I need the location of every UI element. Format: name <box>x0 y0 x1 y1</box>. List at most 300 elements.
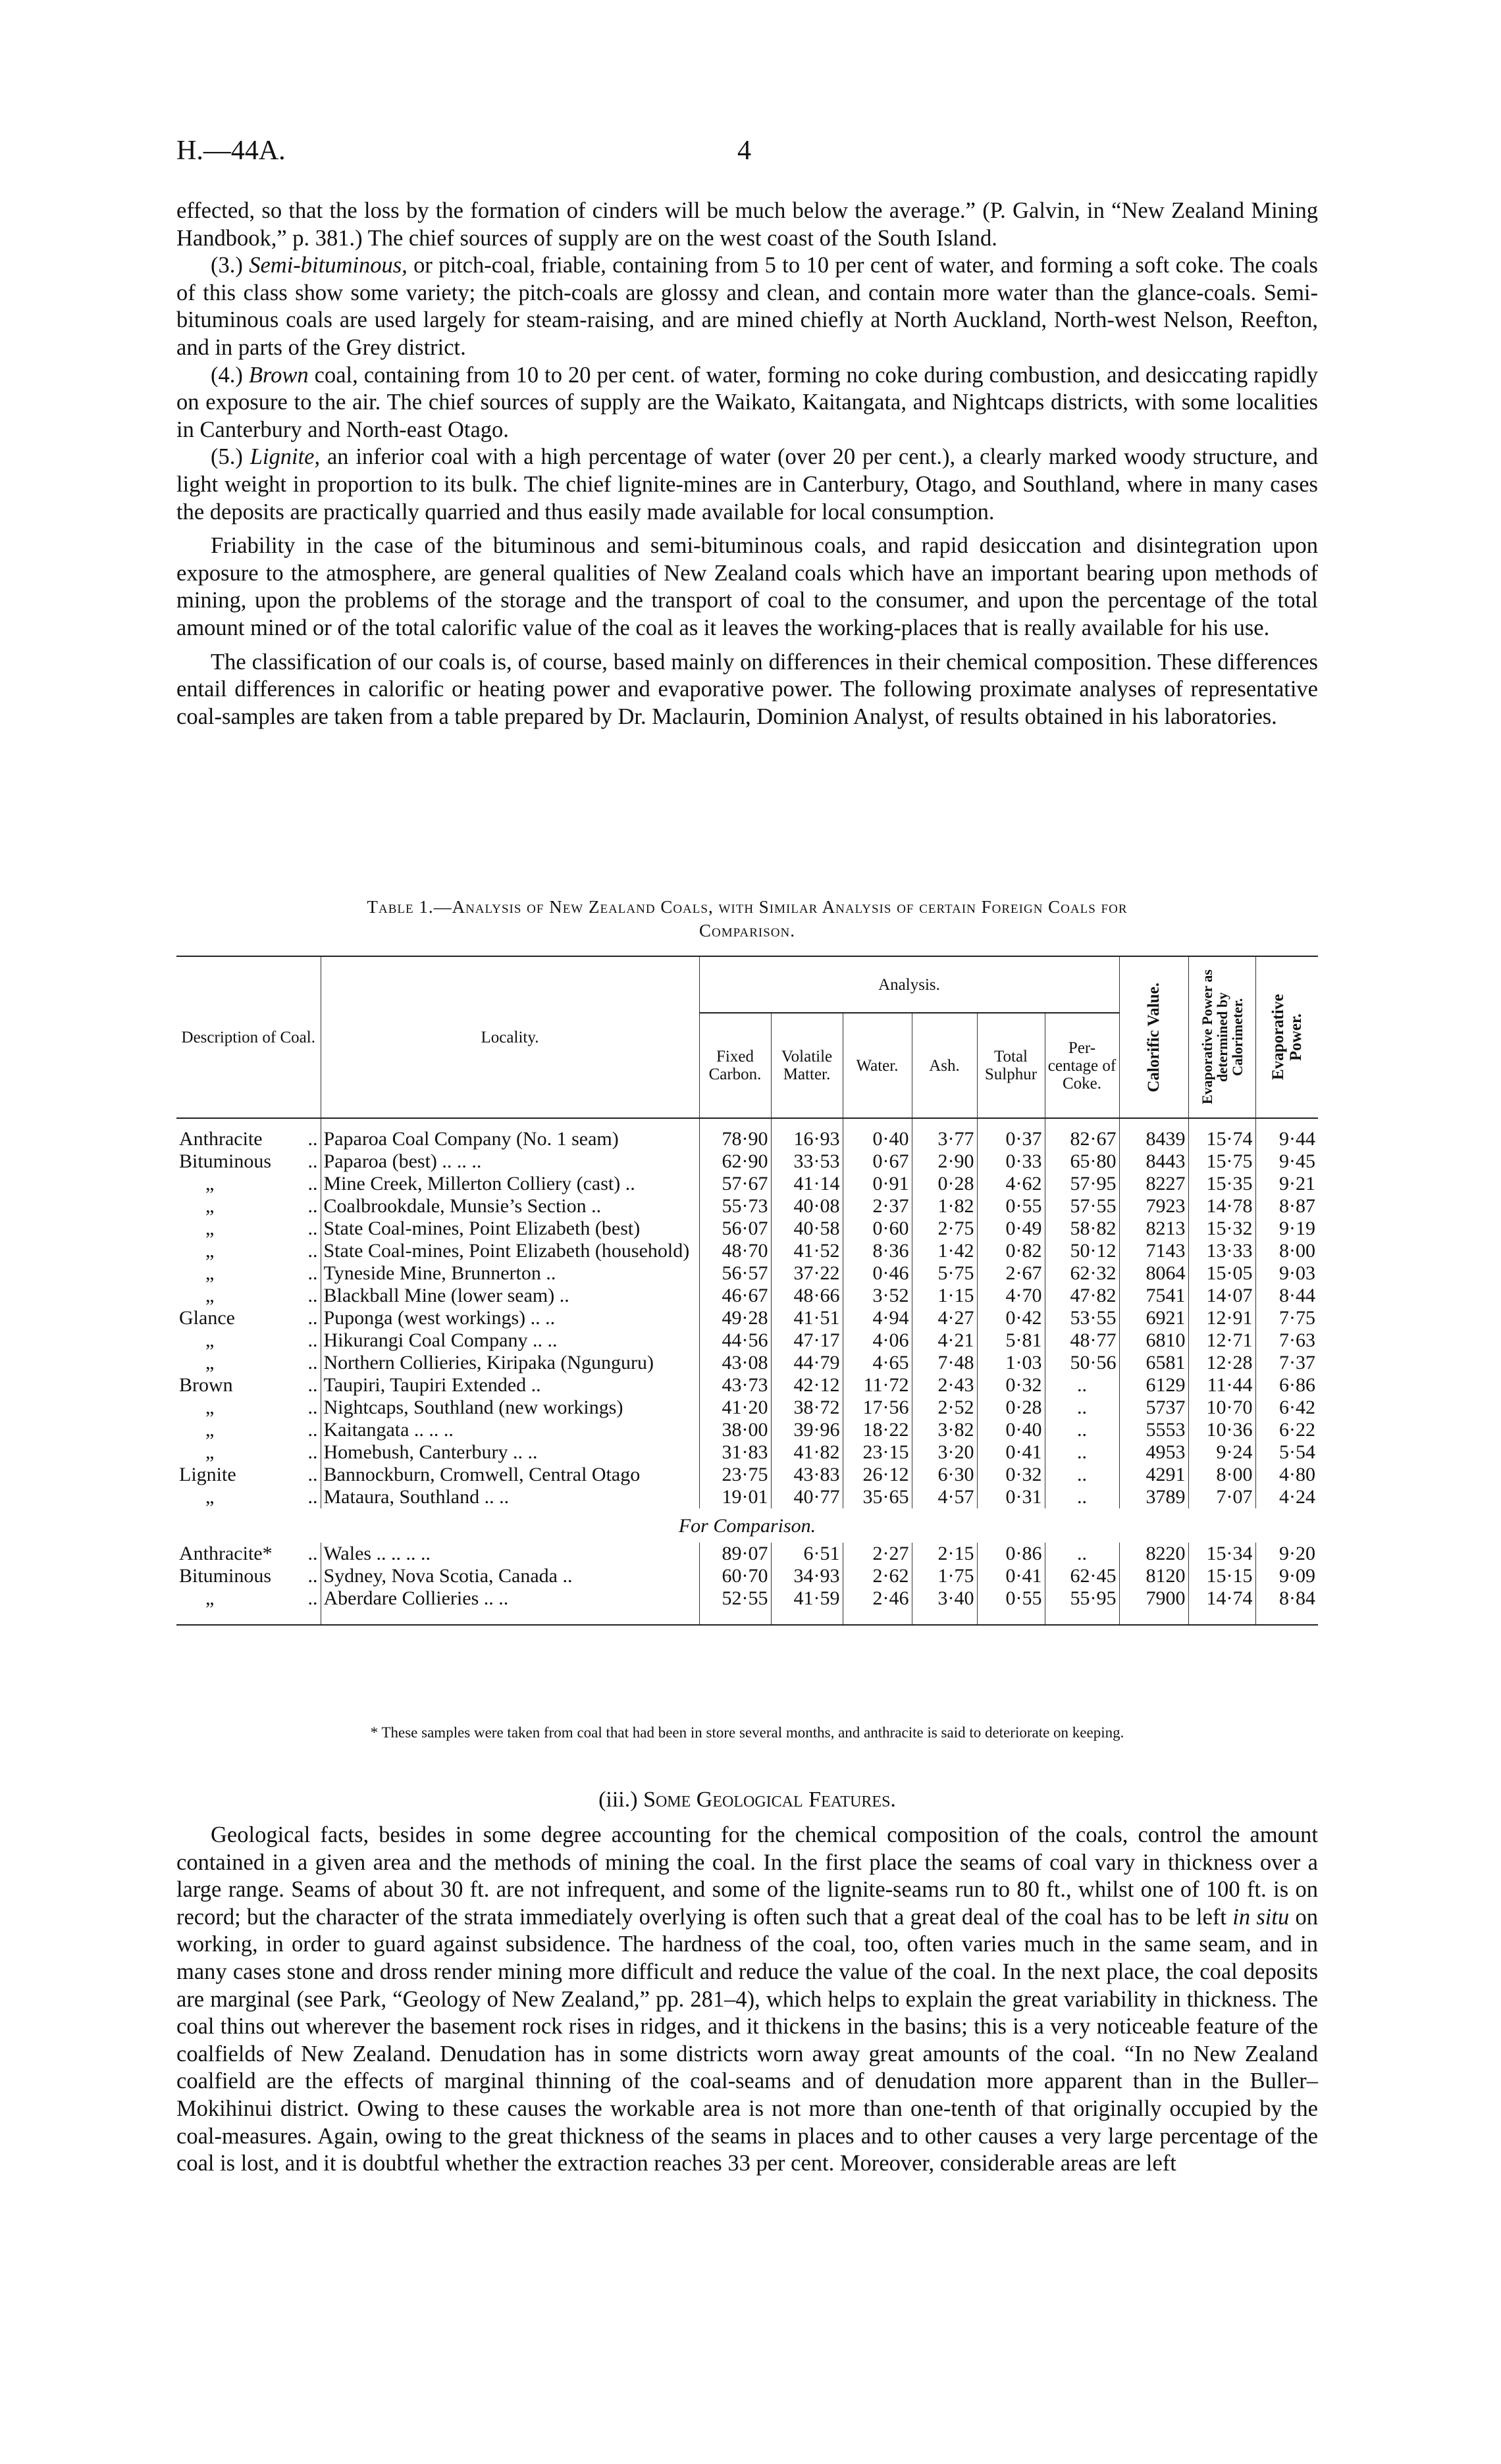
paragraph-body: or pitch-coal, friable, containing from 5 to 10 per cent of water, and forming a soft coke. The coals of this class show some variety; the pitch-coals are glossy and clean, and contain more water than the glance-coals. Semi-bituminous coals are used largely for steam-raising, and are mined chiefly at North Auckland, North-west Nelson, Reefton, and in parts of the Grey district. <box>176 253 1318 360</box>
cell-ash: 3·77 <box>912 1118 977 1150</box>
cell-volatile: 41·59 <box>771 1587 843 1610</box>
leader-dots: .. <box>307 1150 318 1172</box>
cell-locality: Hikurangi Coal Company .. .. <box>321 1329 699 1352</box>
cell-sulphur: 0·41 <box>977 1565 1045 1587</box>
header-evap-text: Evaporative Power. <box>1269 994 1305 1081</box>
cell-evap: 4·80 <box>1255 1464 1318 1486</box>
paragraph-body: Geological facts, besides in some degree accounting for the chemical composition of the coals, control the amount contained in a given area and the methods of mining the coal. In the first place the seams of coal vary in thickness over a large range. Seams of about 30 ft. are not infrequent, and some of the lignite-seams run to 80 ft., whilst one of 100 ft. is on record; but the character of the strata immediately overlying is often such that a great deal of the coal has to be left <box>176 1822 1318 1930</box>
description-text: „ <box>205 1486 215 1508</box>
cell-fixed-carbon: 56·07 <box>699 1218 771 1240</box>
cell-evap: 8·84 <box>1255 1587 1318 1610</box>
cell-calorific: 8120 <box>1119 1565 1188 1587</box>
cell-fixed-carbon: 56·57 <box>699 1262 771 1285</box>
cell-coke: .. <box>1045 1397 1119 1419</box>
paragraph-geology <box>176 1822 1318 2178</box>
header-coke: Per-centage of Coke. <box>1045 1013 1119 1118</box>
cell-coke: .. <box>1045 1374 1119 1397</box>
cell-locality: Kaitangata .. .. .. <box>321 1419 699 1441</box>
table-row <box>176 1285 1318 1307</box>
cell-coke: 62·32 <box>1045 1262 1119 1285</box>
cell-description <box>176 1565 321 1587</box>
cell-locality: Northern Collieries, Kiripaka (Ngunguru) <box>321 1352 699 1374</box>
cell-ash: 4·27 <box>912 1307 977 1329</box>
cell-sulphur: 0·32 <box>977 1464 1045 1486</box>
cell-locality: Tyneside Mine, Brunnerton .. <box>321 1262 699 1285</box>
cell-ash: 1·42 <box>912 1240 977 1262</box>
cell-volatile: 38·72 <box>771 1397 843 1419</box>
cell-ash: 1·15 <box>912 1285 977 1307</box>
section-title: Some Geological Features. <box>643 1787 896 1812</box>
cell-water: 0·60 <box>843 1218 912 1240</box>
cell-ash: 2·75 <box>912 1218 977 1240</box>
cell-description <box>176 1195 321 1218</box>
description-text: Anthracite* <box>179 1543 273 1564</box>
table-end-rule <box>176 1610 1318 1625</box>
table-row <box>176 1195 1318 1218</box>
cell-locality: State Coal-mines, Point Elizabeth (best) <box>321 1218 699 1240</box>
cell-evap-cal: 15·15 <box>1188 1565 1255 1587</box>
cell-sulphur: 0·28 <box>977 1397 1045 1419</box>
cell-calorific: 5737 <box>1119 1397 1188 1419</box>
table-row <box>176 1150 1318 1173</box>
cell-coke: 65·80 <box>1045 1150 1119 1173</box>
cell-evap-cal: 14·74 <box>1188 1587 1255 1610</box>
table-row <box>176 1307 1318 1329</box>
paragraph-lignite <box>176 444 1318 526</box>
coal-analysis-table <box>176 956 1318 1626</box>
cell-fixed-carbon: 23·75 <box>699 1464 771 1486</box>
description-text: „ <box>205 1173 215 1194</box>
header-volatile: Volatile Matter. <box>771 1013 843 1118</box>
description-text: „ <box>205 1397 215 1418</box>
cell-description <box>176 1397 321 1419</box>
cell-fixed-carbon: 57·67 <box>699 1173 771 1195</box>
table-footnote: * These samples were taken from coal that had been in store several months, and anthracite is said to deteriorate on keeping. <box>370 1724 1124 1741</box>
cell-water: 0·91 <box>843 1173 912 1195</box>
header-water: Water. <box>843 1013 912 1118</box>
cell-description <box>176 1218 321 1240</box>
cell-water: 23·15 <box>843 1441 912 1464</box>
cell-evap-cal: 15·35 <box>1188 1173 1255 1195</box>
cell-evap: 7·63 <box>1255 1329 1318 1352</box>
document-code: H.—44A. <box>176 136 286 166</box>
leader-dots: .. <box>307 1285 318 1306</box>
header-analysis: Analysis. <box>699 956 1119 1013</box>
leader-dots: .. <box>307 1307 318 1329</box>
cell-volatile: 40·08 <box>771 1195 843 1218</box>
cell-sulphur: 4·70 <box>977 1285 1045 1307</box>
header-locality: Locality. <box>321 956 699 1118</box>
cell-evap-cal: 11·44 <box>1188 1374 1255 1397</box>
cell-evap-cal: 13·33 <box>1188 1240 1255 1262</box>
header-evap <box>1255 956 1318 1118</box>
cell-fixed-carbon: 78·90 <box>699 1118 771 1150</box>
cell-coke: 58·82 <box>1045 1218 1119 1240</box>
cell-water: 26·12 <box>843 1464 912 1486</box>
cell-water: 0·67 <box>843 1150 912 1173</box>
cell-evap: 9·21 <box>1255 1173 1318 1195</box>
table-row <box>176 1441 1318 1464</box>
cell-sulphur: 0·55 <box>977 1587 1045 1610</box>
table-row <box>176 1486 1318 1508</box>
leader-dots: .. <box>307 1262 318 1284</box>
cell-sulphur: 0·41 <box>977 1441 1045 1464</box>
table-row <box>176 1173 1318 1195</box>
cell-water: 3·52 <box>843 1285 912 1307</box>
cell-ash: 7·48 <box>912 1352 977 1374</box>
cell-fixed-carbon: 89·07 <box>699 1543 771 1565</box>
geology-text <box>176 1822 1318 2178</box>
table-caption-line: Comparison. <box>699 921 795 940</box>
empty-cell <box>771 1610 843 1625</box>
cell-volatile: 41·14 <box>771 1173 843 1195</box>
cell-description <box>176 1262 321 1285</box>
leader-dots: .. <box>307 1587 318 1609</box>
cell-coke: .. <box>1045 1419 1119 1441</box>
cell-water: 35·65 <box>843 1486 912 1508</box>
cell-locality: Mine Creek, Millerton Colliery (cast) .. <box>321 1173 699 1195</box>
cell-evap: 9·44 <box>1255 1118 1318 1150</box>
description-text: Anthracite <box>179 1128 263 1150</box>
cell-calorific: 5553 <box>1119 1419 1188 1441</box>
table-row <box>176 1419 1318 1441</box>
cell-evap: 5·54 <box>1255 1441 1318 1464</box>
cell-ash: 1·82 <box>912 1195 977 1218</box>
cell-evap: 9·09 <box>1255 1565 1318 1587</box>
table-row <box>176 1397 1318 1419</box>
cell-description <box>176 1486 321 1508</box>
cell-evap-cal: 15·05 <box>1188 1262 1255 1285</box>
cell-description <box>176 1307 321 1329</box>
cell-water: 18·22 <box>843 1419 912 1441</box>
cell-ash: 3·40 <box>912 1587 977 1610</box>
cell-water: 0·46 <box>843 1262 912 1285</box>
empty-cell <box>977 1610 1045 1625</box>
page-number: 4 <box>737 136 751 166</box>
cell-fixed-carbon: 38·00 <box>699 1419 771 1441</box>
cell-evap: 9·03 <box>1255 1262 1318 1285</box>
cell-calorific: 8439 <box>1119 1118 1188 1150</box>
cell-calorific: 6810 <box>1119 1329 1188 1352</box>
cell-fixed-carbon: 55·73 <box>699 1195 771 1218</box>
cell-volatile: 40·58 <box>771 1218 843 1240</box>
cell-sulphur: 4·62 <box>977 1173 1045 1195</box>
paragraph-body: on working, in order to guard against subsidence. The hardness of the coal, too, often varies much in the same seam, and in many cases stone and dross render mining more difficult and reduce the value of the coal. In the next place, the coal deposits are marginal (see Park, “Geology of New Zealand,” pp. 281–4), which helps to explain the great variability in thickness. The coal thins out wherever the basement rock rises in ridges, and it thickens in the basins; this is a very noticeable feature of the coalfields of New Zealand. Denudation has in some districts worn away great amounts of the coal. “In no New Zealand coalfield are the effects of marginal thinning of the coal-seams and of denudation more apparent than in the Buller–Mokihinui district. Owing to these causes the workable area is not more than one-tenth of that originally occupied by the coal-measures. Again, owing to the great thickness of the seams in places and to other causes a very large percentage of the coal is lost, and it is doubtful whether the extraction reaches 33 per cent. Moreover, considerable areas are left <box>176 1904 1318 2176</box>
table-row <box>176 1565 1318 1587</box>
cell-calorific: 8227 <box>1119 1173 1188 1195</box>
leader-dots: .. <box>307 1329 318 1351</box>
description-text: „ <box>205 1441 215 1463</box>
empty-cell <box>1119 1610 1188 1625</box>
cell-locality: Mataura, Southland .. .. <box>321 1486 699 1508</box>
paragraph-brown <box>176 362 1318 444</box>
cell-sulphur: 0·42 <box>977 1307 1045 1329</box>
description-text: „ <box>205 1218 215 1239</box>
cell-locality: Bannockburn, Cromwell, Central Otago <box>321 1464 699 1486</box>
cell-locality: Homebush, Canterbury .. .. <box>321 1441 699 1464</box>
cell-volatile: 41·52 <box>771 1240 843 1262</box>
cell-volatile: 41·82 <box>771 1441 843 1464</box>
cell-calorific: 6581 <box>1119 1352 1188 1374</box>
cell-sulphur: 1·03 <box>977 1352 1045 1374</box>
cell-sulphur: 0·49 <box>977 1218 1045 1240</box>
cell-ash: 6·30 <box>912 1464 977 1486</box>
table-row <box>176 1587 1318 1610</box>
cell-calorific: 6921 <box>1119 1307 1188 1329</box>
comparison-label: For Comparison. <box>678 1515 816 1537</box>
table-body <box>176 1118 1318 1625</box>
table-row <box>176 1118 1318 1150</box>
leader-dots: .. <box>307 1441 318 1463</box>
cell-description <box>176 1119 321 1150</box>
cell-evap-cal: 15·34 <box>1188 1543 1255 1565</box>
paragraph-friability: Friability in the case of the bituminous and semi-bituminous coals, and rapid desiccation and disintegration upon exposure to the atmosphere, are general qualities of New Zealand coals which have an important bearing upon methods of mining, upon the problems of the storage and the transport of coal to the consumer, and upon the percentage of the total amount mined or of the total calorific value of the coal as it leaves the working-places that is really available for his use. <box>176 533 1318 640</box>
cell-evap-cal: 8·00 <box>1188 1464 1255 1486</box>
paragraph-continuation: effected, so that the loss by the formation of cinders will be much below the average.” (P. Galvin, in “New Zealand Mining Handbook,” p. 381.) The chief sources of supply are on the west coast of the South Island. <box>176 198 1318 251</box>
cell-volatile: 34·93 <box>771 1565 843 1587</box>
cell-description <box>176 1329 321 1352</box>
table-row <box>176 1374 1318 1397</box>
cell-coke: 82·67 <box>1045 1118 1119 1150</box>
cell-ash: 3·82 <box>912 1419 977 1441</box>
cell-ash: 4·57 <box>912 1486 977 1508</box>
cell-evap-cal: 10·36 <box>1188 1419 1255 1441</box>
cell-description <box>176 1352 321 1374</box>
cell-water: 11·72 <box>843 1374 912 1397</box>
cell-locality: Blackball Mine (lower seam) .. <box>321 1285 699 1307</box>
cell-calorific: 6129 <box>1119 1374 1188 1397</box>
leader-dots: .. <box>307 1374 318 1396</box>
table-row <box>176 1329 1318 1352</box>
cell-volatile: 33·53 <box>771 1150 843 1173</box>
cell-locality: Nightcaps, Southland (new workings) <box>321 1397 699 1419</box>
cell-locality: Paparoa Coal Company (No. 1 seam) <box>321 1118 699 1150</box>
cell-evap: 6·22 <box>1255 1419 1318 1441</box>
description-text: Bituminous <box>179 1565 272 1587</box>
leader-dots: .. <box>307 1218 318 1239</box>
paragraph-semi-bituminous <box>176 252 1318 361</box>
leader-dots: .. <box>307 1464 318 1485</box>
term: Lignite, <box>250 444 321 470</box>
description-text: „ <box>205 1419 215 1441</box>
cell-volatile: 47·17 <box>771 1329 843 1352</box>
empty-cell <box>321 1610 699 1625</box>
term: in situ <box>1232 1904 1290 1930</box>
description-text: „ <box>205 1240 215 1262</box>
term: Brown <box>248 362 309 388</box>
cell-coke: 57·55 <box>1045 1195 1119 1218</box>
cell-sulphur: 5·81 <box>977 1329 1045 1352</box>
description-text: „ <box>205 1329 215 1351</box>
header-fixed-carbon: Fixed Carbon. <box>699 1013 771 1118</box>
paragraph-classification: The classification of our coals is, of course, based mainly on differences in their chemical composition. These differences entail differences in calorific or heating power and evaporative power. The following proximate analyses of representative coal-samples are taken from a table prepared by Dr. Maclaurin, Dominion Analyst, of results obtained in his laboratories. <box>176 649 1318 729</box>
cell-volatile: 40·77 <box>771 1486 843 1508</box>
cell-coke: 62·45 <box>1045 1565 1119 1587</box>
cell-evap: 9·19 <box>1255 1218 1318 1240</box>
cell-water: 2·37 <box>843 1195 912 1218</box>
empty-cell <box>843 1610 912 1625</box>
cell-locality: Wales .. .. .. .. <box>321 1543 699 1565</box>
cell-description <box>176 1150 321 1173</box>
cell-evap: 7·75 <box>1255 1307 1318 1329</box>
cell-locality: Sydney, Nova Scotia, Canada .. <box>321 1565 699 1587</box>
cell-coke: 50·12 <box>1045 1240 1119 1262</box>
cell-evap-cal: 12·91 <box>1188 1307 1255 1329</box>
cell-evap-cal: 12·71 <box>1188 1329 1255 1352</box>
cell-evap: 9·45 <box>1255 1150 1318 1173</box>
description-text: „ <box>205 1587 215 1609</box>
table-row <box>176 1240 1318 1262</box>
cell-water: 4·65 <box>843 1352 912 1374</box>
leader-dots: .. <box>307 1352 318 1373</box>
cell-water: 0·40 <box>843 1118 912 1150</box>
cell-evap-cal: 7·07 <box>1188 1486 1255 1508</box>
cell-volatile: 48·66 <box>771 1285 843 1307</box>
cell-water: 8·36 <box>843 1240 912 1262</box>
table-row <box>176 1464 1318 1486</box>
section-number: (iii.) <box>598 1787 644 1812</box>
cell-fixed-carbon: 62·90 <box>699 1150 771 1173</box>
cell-evap-cal: 9·24 <box>1188 1441 1255 1464</box>
cell-fixed-carbon: 43·08 <box>699 1352 771 1374</box>
description-text: „ <box>205 1352 215 1373</box>
cell-fixed-carbon: 31·83 <box>699 1441 771 1464</box>
description-text: „ <box>205 1195 215 1217</box>
cell-locality: Coalbrookdale, Munsie’s Section .. <box>321 1195 699 1218</box>
header-evap-cal <box>1188 956 1255 1118</box>
cell-evap-cal: 15·75 <box>1188 1150 1255 1173</box>
cell-calorific: 7541 <box>1119 1285 1188 1307</box>
cell-ash: 0·28 <box>912 1173 977 1195</box>
cell-description <box>176 1285 321 1307</box>
cell-description <box>176 1419 321 1441</box>
cell-fixed-carbon: 49·28 <box>699 1307 771 1329</box>
cell-sulphur: 0·86 <box>977 1543 1045 1565</box>
cell-ash: 2·52 <box>912 1397 977 1419</box>
empty-cell <box>699 1610 771 1625</box>
leader-dots: .. <box>307 1173 318 1194</box>
empty-cell <box>1255 1610 1318 1625</box>
section-heading <box>176 1787 1318 1812</box>
cell-locality: Paparoa (best) .. .. .. <box>321 1150 699 1173</box>
empty-cell <box>912 1610 977 1625</box>
cell-volatile: 39·96 <box>771 1419 843 1441</box>
cell-water: 2·62 <box>843 1565 912 1587</box>
cell-sulphur: 0·40 <box>977 1419 1045 1441</box>
cell-calorific: 8443 <box>1119 1150 1188 1173</box>
cell-fixed-carbon: 46·67 <box>699 1285 771 1307</box>
cell-water: 4·94 <box>843 1307 912 1329</box>
cell-calorific: 4291 <box>1119 1464 1188 1486</box>
cell-coke: 50·56 <box>1045 1352 1119 1374</box>
empty-cell <box>176 1610 321 1625</box>
cell-evap: 8·00 <box>1255 1240 1318 1262</box>
cell-volatile: 43·83 <box>771 1464 843 1486</box>
table-row <box>176 1543 1318 1565</box>
table-row <box>176 1262 1318 1285</box>
cell-evap-cal: 14·07 <box>1188 1285 1255 1307</box>
leader-dots: .. <box>307 1195 318 1217</box>
cell-description <box>176 1464 321 1486</box>
header-description: Description of Coal. <box>176 956 321 1118</box>
cell-volatile: 42·12 <box>771 1374 843 1397</box>
leader-dots: .. <box>307 1419 318 1441</box>
cell-coke: 53·55 <box>1045 1307 1119 1329</box>
cell-description <box>176 1240 321 1262</box>
cell-water: 2·27 <box>843 1543 912 1565</box>
cell-ash: 5·75 <box>912 1262 977 1285</box>
cell-coke: .. <box>1045 1441 1119 1464</box>
cell-evap: 8·44 <box>1255 1285 1318 1307</box>
cell-ash: 4·21 <box>912 1329 977 1352</box>
cell-coke: .. <box>1045 1543 1119 1565</box>
header-ash: Ash. <box>912 1013 977 1118</box>
cell-calorific: 8064 <box>1119 1262 1188 1285</box>
cell-coke: 57·95 <box>1045 1173 1119 1195</box>
cell-calorific: 4953 <box>1119 1441 1188 1464</box>
cell-locality: Puponga (west workings) .. .. <box>321 1307 699 1329</box>
cell-ash: 2·43 <box>912 1374 977 1397</box>
cell-water: 2·46 <box>843 1587 912 1610</box>
cell-fixed-carbon: 19·01 <box>699 1486 771 1508</box>
leader-dots: .. <box>307 1397 318 1418</box>
cell-volatile: 44·79 <box>771 1352 843 1374</box>
cell-water: 17·56 <box>843 1397 912 1419</box>
cell-evap-cal: 12·28 <box>1188 1352 1255 1374</box>
table-row <box>176 1218 1318 1240</box>
cell-sulphur: 0·37 <box>977 1118 1045 1150</box>
cell-description <box>176 1587 321 1610</box>
cell-sulphur: 0·55 <box>977 1195 1045 1218</box>
cell-evap-cal: 15·74 <box>1188 1118 1255 1150</box>
cell-evap: 7·37 <box>1255 1352 1318 1374</box>
cell-coke: 55·95 <box>1045 1587 1119 1610</box>
paragraph-number: (5.) <box>211 444 250 470</box>
cell-fixed-carbon: 43·73 <box>699 1374 771 1397</box>
cell-locality: State Coal-mines, Point Elizabeth (household) <box>321 1240 699 1262</box>
cell-fixed-carbon: 52·55 <box>699 1587 771 1610</box>
table-caption <box>176 895 1318 942</box>
leader-dots: .. <box>307 1128 318 1150</box>
paragraph-number: (4.) <box>211 362 249 388</box>
cell-locality: Aberdare Collieries .. .. <box>321 1587 699 1610</box>
header-calorific-text: Calorific Value. <box>1145 982 1163 1092</box>
leader-dots: .. <box>307 1565 318 1587</box>
leader-dots: .. <box>307 1240 318 1262</box>
description-text: Bituminous <box>179 1150 272 1172</box>
cell-fixed-carbon: 44·56 <box>699 1329 771 1352</box>
intro-text <box>176 197 1318 731</box>
description-text: „ <box>205 1285 215 1306</box>
cell-calorific: 8213 <box>1119 1218 1188 1240</box>
cell-coke: 47·82 <box>1045 1285 1119 1307</box>
cell-ash: 2·15 <box>912 1543 977 1565</box>
cell-evap: 9·20 <box>1255 1543 1318 1565</box>
cell-ash: 3·20 <box>912 1441 977 1464</box>
cell-description <box>176 1441 321 1464</box>
cell-volatile: 41·51 <box>771 1307 843 1329</box>
cell-calorific: 3789 <box>1119 1486 1188 1508</box>
description-text: Glance <box>179 1307 235 1329</box>
description-text: Brown <box>179 1374 233 1396</box>
cell-coke: .. <box>1045 1486 1119 1508</box>
paragraph-body: an inferior coal with a high percentage of water (over 20 per cent.), a clearly marked woody structure, and light weight in proportion to its bulk. The chief lignite-mines are in Canterbury, Otago, and Southland, where in many cases the deposits are practically quarried and thus easily made available for local consumption. <box>176 444 1319 525</box>
empty-cell <box>1045 1610 1119 1625</box>
table-caption-line: Table 1.—Analysis of New Zealand Coals, with Similar Analysis of certain Foreign Coals for <box>367 897 1128 917</box>
cell-evap-cal: 15·32 <box>1188 1218 1255 1240</box>
comparison-row <box>176 1508 1318 1543</box>
cell-evap: 6·42 <box>1255 1397 1318 1419</box>
